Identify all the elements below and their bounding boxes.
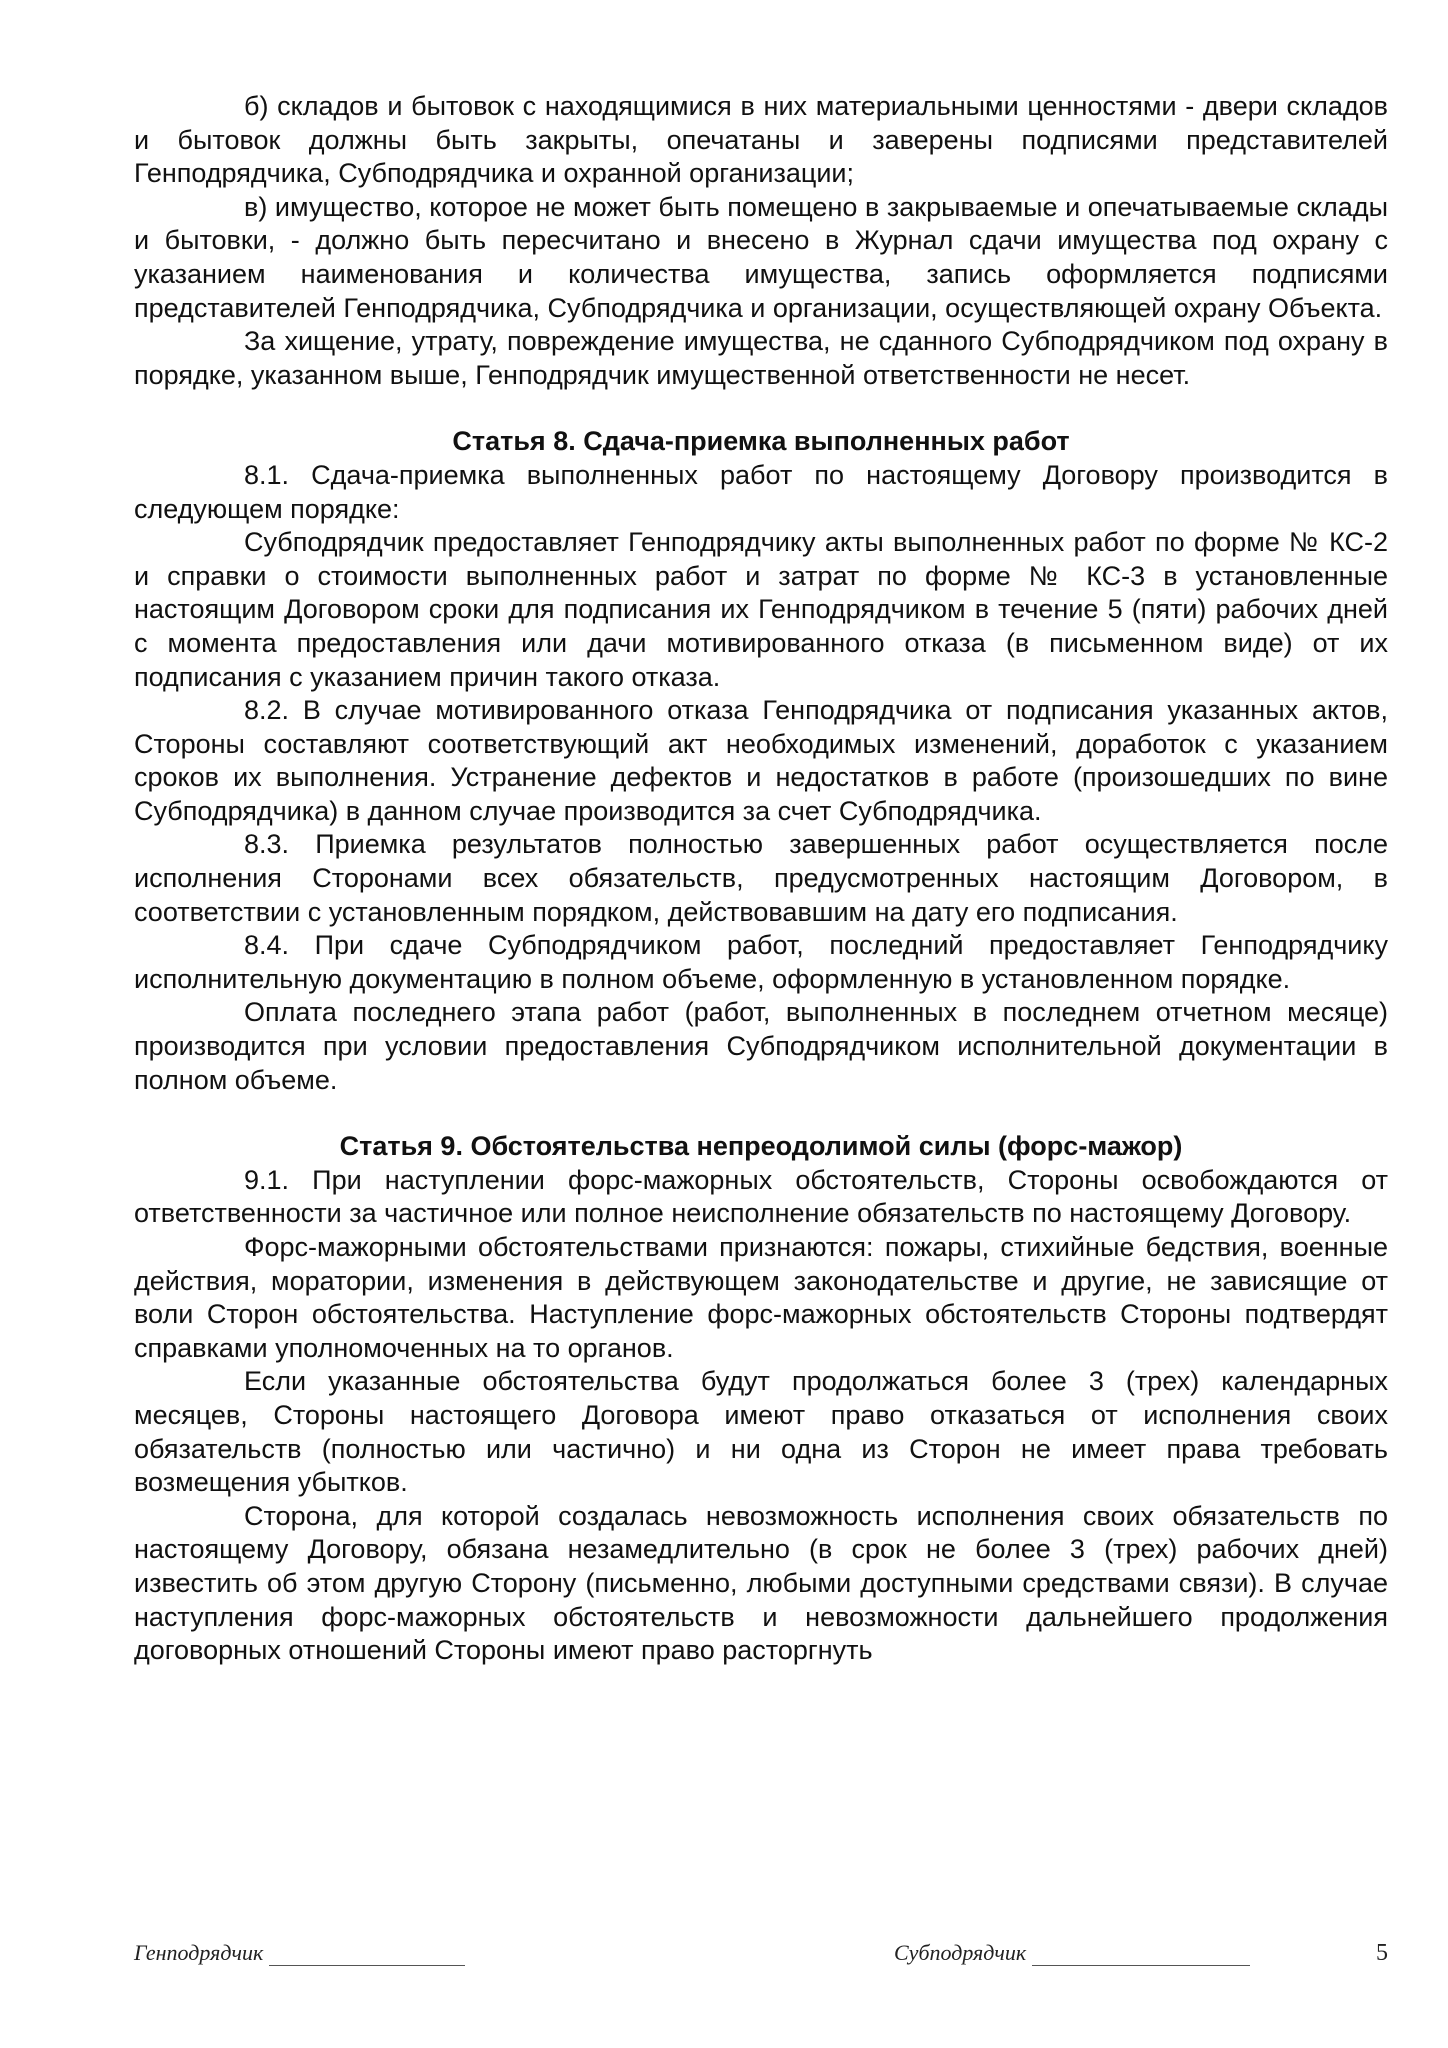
paragraph-9-force-majeure-list: Форс-мажорными обстоятельствами признаются: пожары, стихийные бедствия, военные действия, моратории, изменения в действующем законодательстве и другие, не зависящие от воли Сторон обстоятельства. Наступление форс-мажорных обстоятельств Стороны подтвердят справками уполномоченных на то органов. <box>134 1232 1388 1363</box>
paragraph-liability: За хищение, утрату, повреждение имущества, не сданного Субподрядчиком под охрану в порядке, указанном выше, Генподрядчик имущественной ответственности не несет. <box>134 326 1388 390</box>
page-number: 5 <box>1376 1940 1388 1966</box>
document-body <box>134 90 1388 1668</box>
footer-subcontractor-label: Субподрядчик <box>894 1940 1027 1965</box>
footer-general-contractor-label: Генподрядчик <box>134 1940 264 1965</box>
paragraph-8-1-procedure: Субподрядчик предоставляет Генподрядчику акты выполненных работ по форме № КС-2 и справки о стоимости выполненных работ и затрат по форме № КС-3 в установленные настоящим Договором сроки для подписания их Генподрядчиком в течение 5 (пяти) рабочих дней с момента предоставления или дачи мотивированного отказа (в письменном виде) от их подписания с указанием причин такого отказа. <box>134 527 1388 692</box>
paragraph-8-3: 8.3. Приемка результатов полностью завершенных работ осуществляется после исполнения Сторонами всех обязательств, предусмотренных настоящим Договором, в соответствии с установленным порядком, действовавшим на дату его подписания. <box>134 829 1388 927</box>
paragraph-9-duration: Если указанные обстоятельства будут продолжаться более 3 (трех) календарных месяцев, Стороны настоящего Договора имеют право отказаться от исполнения своих обязательств (полностью или частично) и ни одна из Сторон не имеет права требовать возмещения убытков. <box>134 1366 1388 1498</box>
paragraph-9-1: 9.1. При наступлении форс-мажорных обстоятельств, Стороны освобождаются от ответственности за частичное или полное неисполнение обязательств по настоящему Договору. <box>134 1164 1388 1229</box>
paragraph-8-1: 8.1. Сдача-приемка выполненных работ по настоящему Договору производится в следующем порядке: <box>134 459 1388 524</box>
page-footer <box>134 1940 1388 1980</box>
article-8-heading: Статья 8. Сдача-приемка выполненных работ <box>452 426 1070 457</box>
paragraph-8-4: 8.4. При сдаче Субподрядчиком работ, последний предоставляет Генподрядчику исполнительную документацию в полном объеме, оформленную в установленном порядке. <box>134 930 1388 994</box>
footer-general-contractor <box>134 1940 465 1966</box>
general-contractor-signature-line <box>269 1943 465 1966</box>
footer-subcontractor <box>894 1940 1250 1966</box>
paragraph-8-payment: Оплата последнего этапа работ (работ, выполненных в последнем отчетном месяце) производится при условии предоставления Субподрядчиком исполнительной документации в полном объеме. <box>134 997 1388 1095</box>
article-9-heading: Статья 9. Обстоятельства непреодолимой силы (форс-мажор) <box>339 1131 1183 1162</box>
subcontractor-signature-line <box>1032 1943 1250 1966</box>
paragraph-8-2: 8.2. В случае мотивированного отказа Генподрядчика от подписания указанных актов, Стороны составляют соответствующий акт необходимых изменений, доработок с указанием сроков их выполнения. Устранение дефектов и недостатков в работе (произошедших по вине Субподрядчика) в данном случае производится за счет Субподрядчика. <box>134 695 1388 826</box>
paragraph-9-notification: Сторона, для которой создалась невозможность исполнения своих обязательств по настоящему Договору, обязана незамедлительно (в срок не более 3 (трех) рабочих дней) известить об этом другую Сторону (письменно, любыми доступными средствами связи). В случае наступления форс-мажорных обстоятельств и невозможности дальнейшего продолжения договорных отношений Стороны имеют право расторгнуть <box>134 1500 1388 1666</box>
paragraph-v: в) имущество, которое не может быть помещено в закрываемые и опечатываемые склады и бытовки, - должно быть пересчитано и внесено в Журнал сдачи имущества под охрану с указанием наименования и количества имущества, запись оформляется подписями представителей Генподрядчика, Субподрядчика и организации, осуществляющей охрану Объекта. <box>134 191 1388 323</box>
paragraph-b: б) складов и бытовок с находящимися в них материальными ценностями - двери складов и бытовок должны быть закрыты, опечатаны и заверены подписями представителей Генподрядчика, Субподрядчика и охранной организации; <box>134 91 1388 189</box>
